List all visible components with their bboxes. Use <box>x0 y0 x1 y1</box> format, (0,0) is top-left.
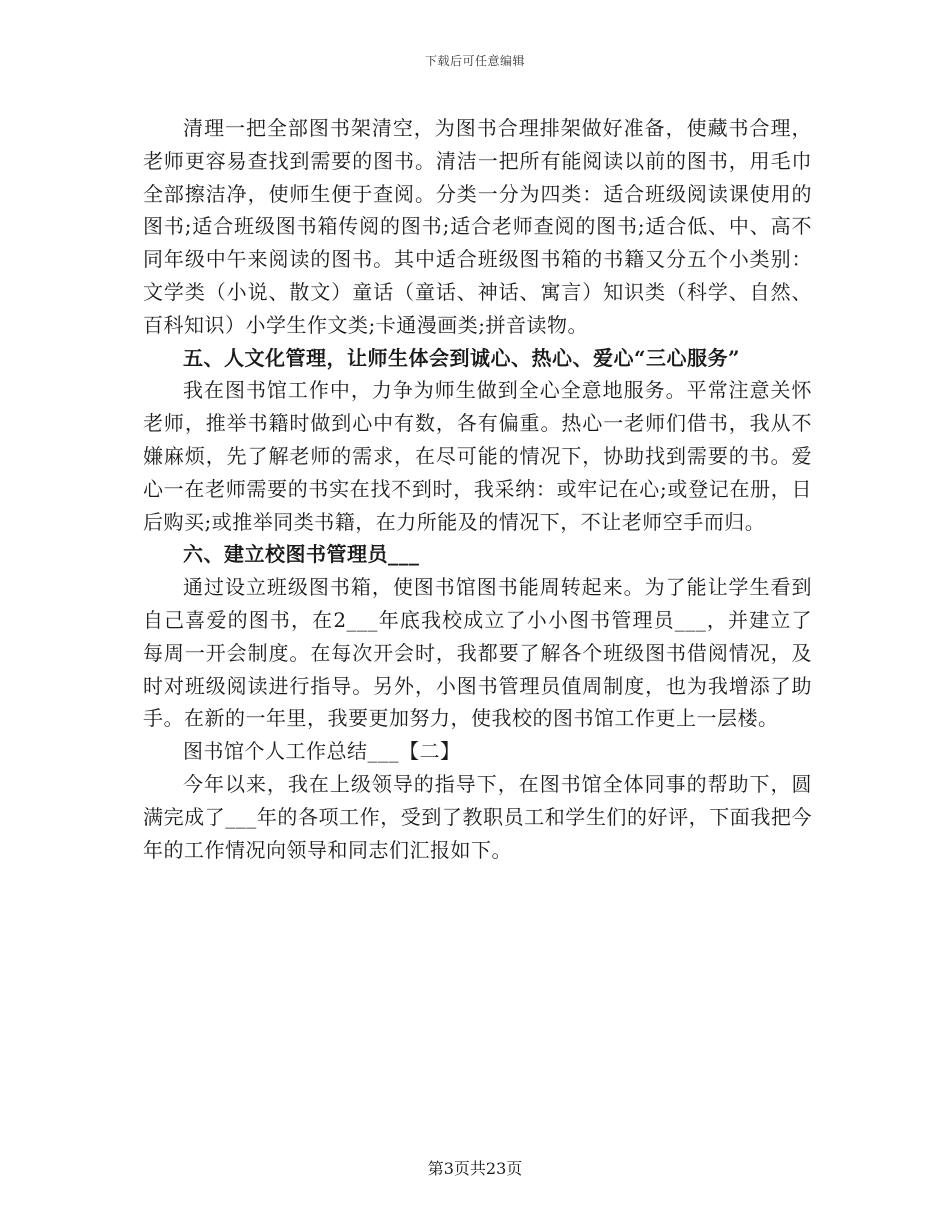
section-heading-five: 五、人文化管理，让师生体会到诚心、热心、爱心“三心服务” <box>183 345 741 370</box>
section-heading-six: 六、建立校图书管理员___ <box>183 542 420 567</box>
paragraph-sorting: 清理一把全部图书架清空，为图书合理排架做好准备，使藏书合理，老师更容易查找到需要的图书。清洁一把所有能阅读以前的图书，用毛巾全部擦洁净，使师生便于查阅。分类一分为四类：适合班级阅读课使用的图书;适合班级图书箱传阅的图书;适合老师查阅的图书;适合低、中、高不同年级中午来阅读的图书。其中适合班级图书箱的书籍又分五个小类别：文学类（小说、散文）童话（童话、神话、寓言）知识类（科学、自然、百科知识）小学生作文类;卡通漫画类;拼音读物。 <box>143 116 812 337</box>
paragraph-intro-two: 今年以来，我在上级领导的指导下，在图书馆全体同事的帮助下，圆满完成了___年的各项工作，受到了教职员工和学生们的好评，下面我把今年的工作情况向领导和同志们汇报如下。 <box>143 771 812 862</box>
paragraph-service: 我在图书馆工作中，力争为师生做到全心全意地服务。平常注意关怀老师，推举书籍时做到心中有数，各有偏重。热心一老师们借书，我从不嫌麻烦，先了解老师的需求，在尽可能的情况下，协助找到需要的书。爱心一在老师需要的书实在找不到时，我采纳：或牢记在心;或登记在册，日后购买;或推举同类书籍，在力所能及的情况下，不让老师空手而归。 <box>143 378 812 534</box>
page-header: 下载后可任意编辑 <box>424 54 525 68</box>
page-number: 第3页共23页 <box>427 1159 523 1178</box>
paragraph-student-librarians: 通过设立班级图书箱，使图书馆图书能周转起来。为了能让学生看到自己喜爱的图书，在2___年底我校成立了小小图书管理员___，并建立了每周一开会制度。在每次开会时，我都要了解各个班级图书借阅情况，及时对班级阅读进行指导。另外，小图书管理员值周制度，也为我增添了助手。在新的一年里，我要更加努力，使我校的图书馆工作更上一层楼。 <box>143 575 812 731</box>
subtitle-summary-two: 图书馆个人工作总结___【二】 <box>183 739 461 764</box>
document-body <box>143 112 812 866</box>
